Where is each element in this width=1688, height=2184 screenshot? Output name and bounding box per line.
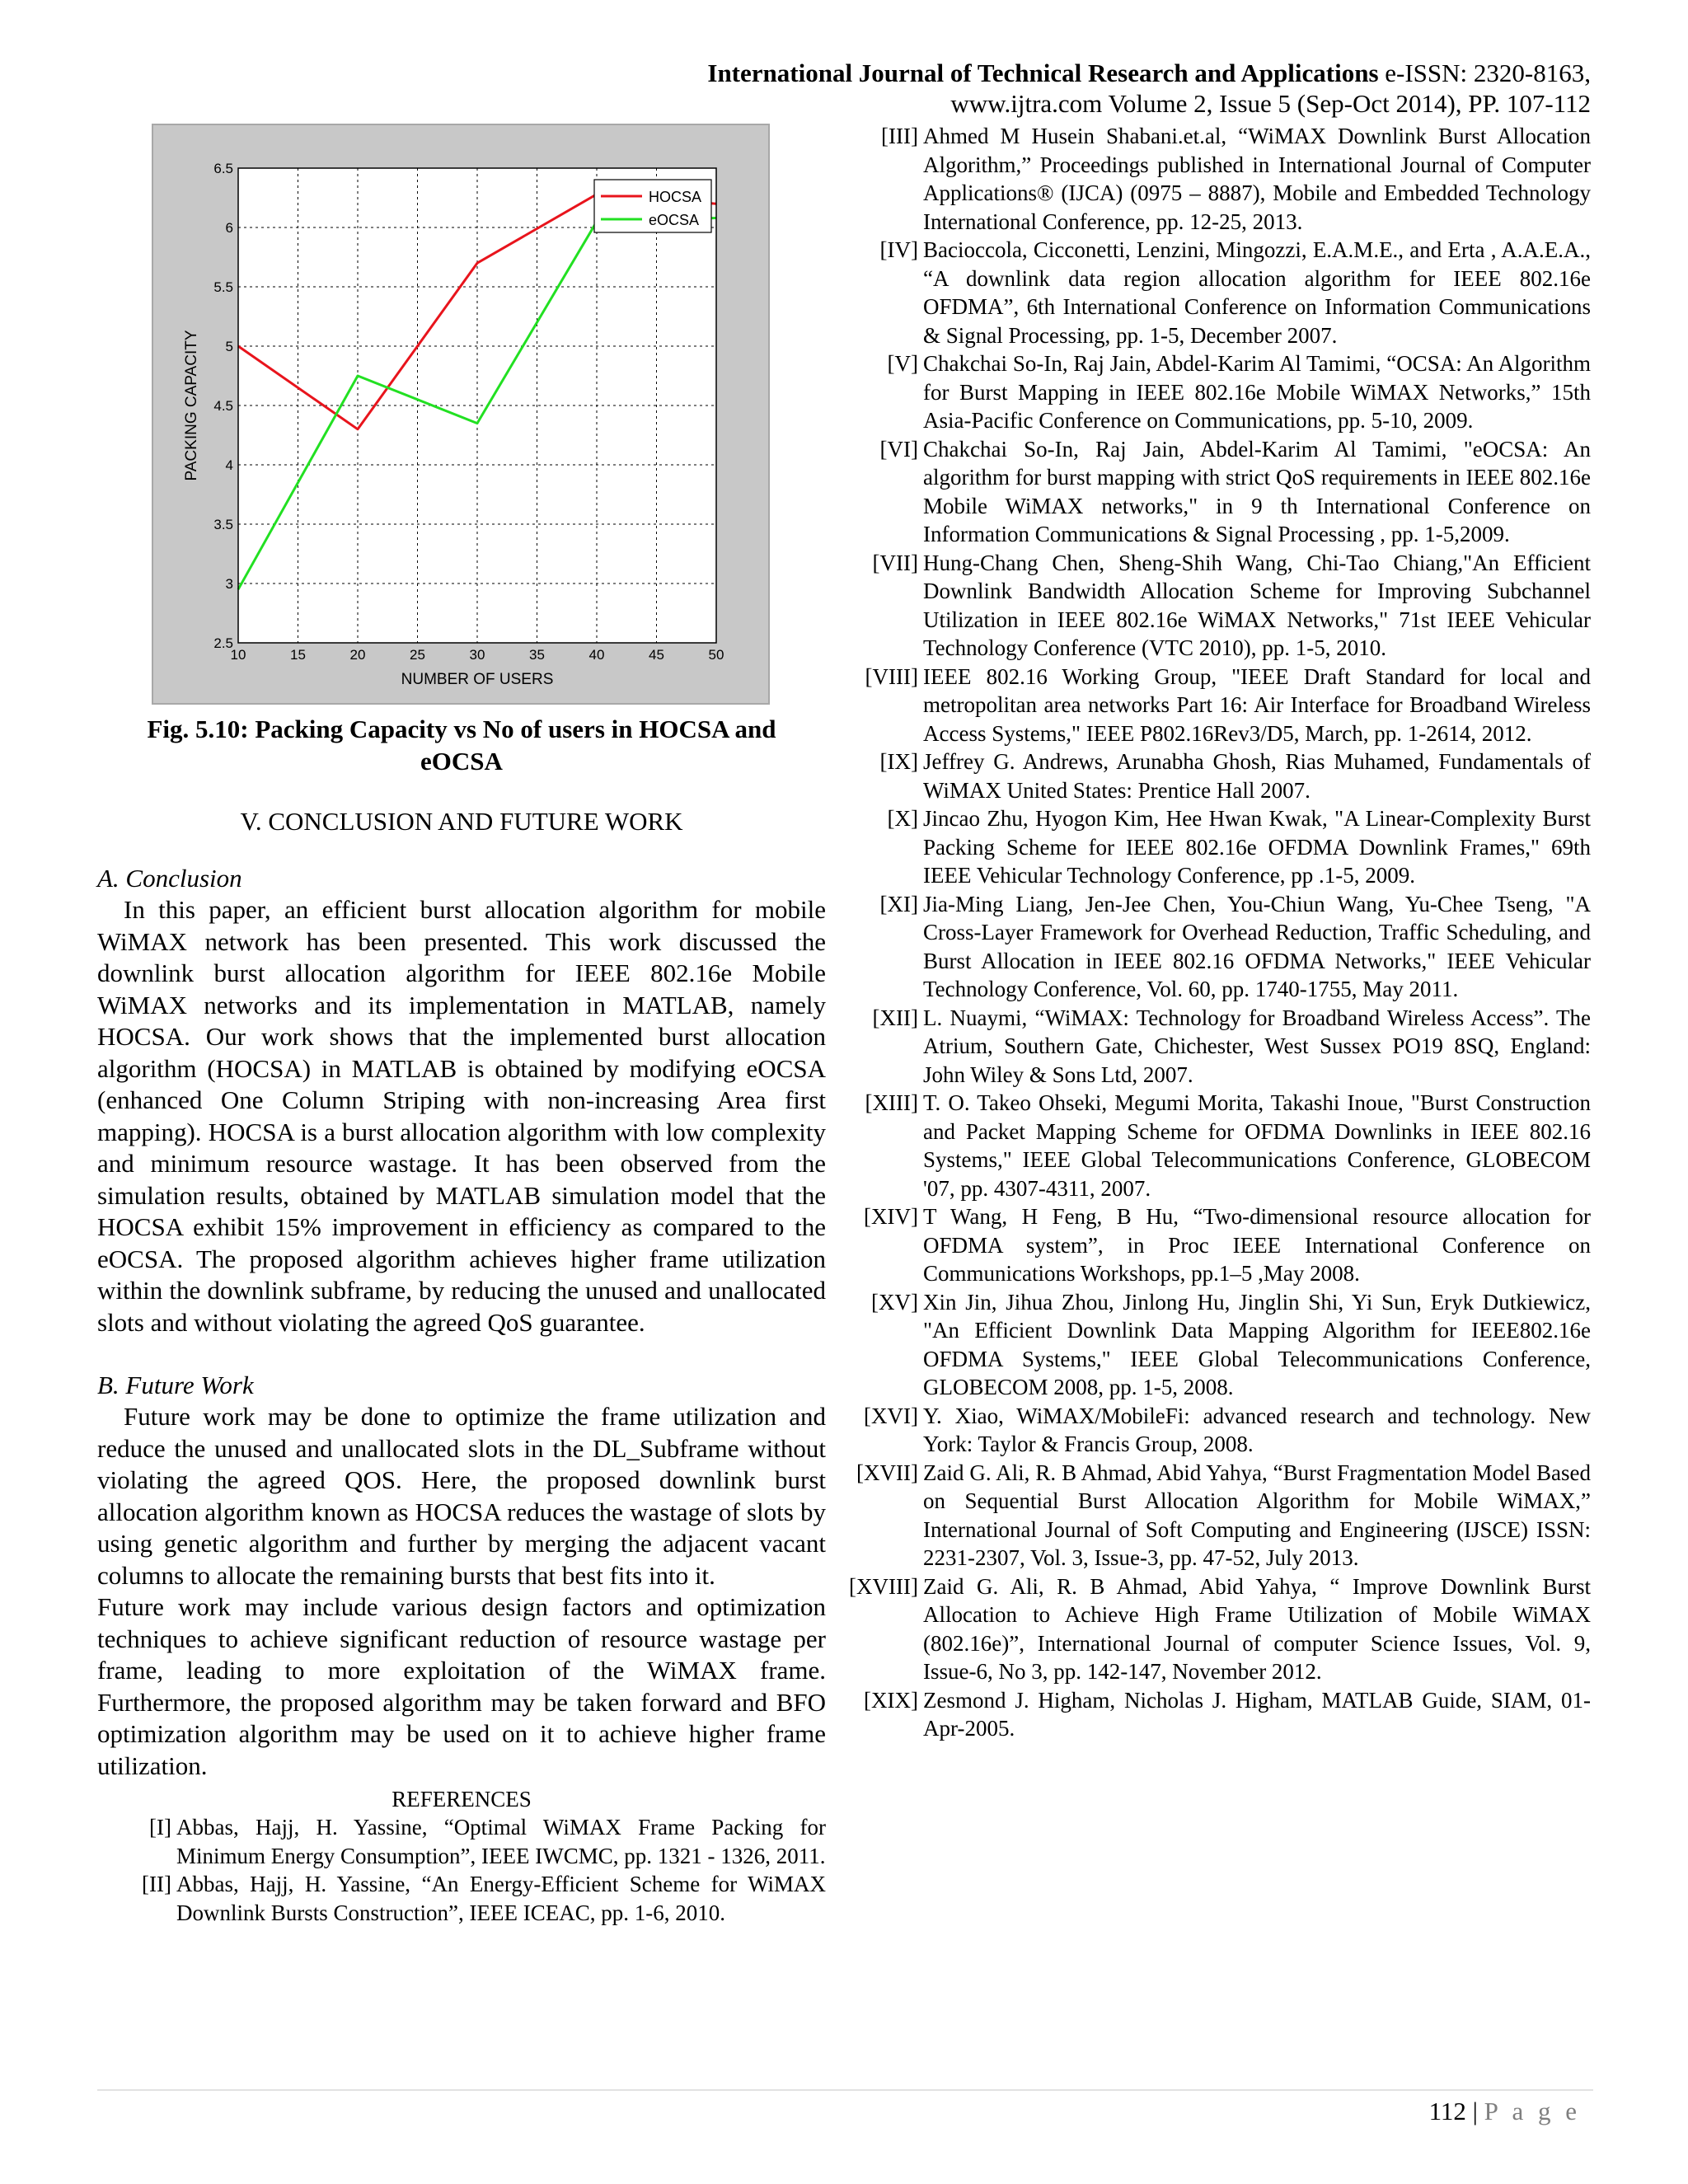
y-tick-label: 5 [225, 339, 233, 354]
reference-text: Zaid G. Ali, R. B Ahmad, Abid Yahya, “Burst Fragmentation Model Based on Sequential Burst Allocation Algorithm for Mobile WiMAX,” International Journal of Soft Computing and Engineering (IJSCE) ISSN: 2231-2307, Vol. 3, Issue-3, pp. 47-52, July 2013. [923, 1460, 1591, 1570]
reference-list-left [97, 1813, 826, 1927]
reference-number: [V] [887, 351, 918, 376]
header-line-2: www.ijtra.com Volume 2, Issue 5 (Sep-Oct 2014), PP. 107-112 [950, 89, 1591, 118]
x-tick-label: 20 [349, 647, 366, 663]
reference-item [832, 349, 1591, 435]
page-label: P a g e [1484, 2097, 1581, 2125]
reference-text: Chakchai So-In, Raj Jain, Abdel-Karim Al Tamimi, “OCSA: An Algorithm for Burst Mapping in IEEE 802.16e Mobile WiMAX Networks,” 15th Asia-Pacific Conference on Communications, pp. 5-10, 2009. [923, 351, 1591, 433]
future-work-paragraph-1: Future work may be done to optimize the frame utilization and reduce the unused and unallocated slots in the DL_Subframe without violating the agreed QOS. Here, the proposed downlink burst allocation algorithm known as HOCSA reduces the wastage of slots by using genetic algorithm and further by merging the adjacent vacant columns to allocate the remaining bursts that best fits into it. [97, 1402, 826, 1590]
figure-frame [152, 124, 770, 705]
left-column [97, 124, 826, 1927]
conclusion-paragraph: In this paper, an efficient burst allocation algorithm for mobile WiMAX network has been presented. This work discussed the downlink burst allocation algorithm for IEEE 802.16e Mobile WiMAX networks and its implementation in MATLAB, namely HOCSA. Our work shows that the implemented burst allocation algorithm (HOCSA) in MATLAB is obtained by modifying eOCSA (enhanced One Column Striping with non-increasing Area first mapping). HOCSA is a burst allocation algorithm with low complexity and minimum resource wastage. It has been observed from the simulation results, obtained by MATLAB simulation model that the HOCSA exhibit 15% improvement in efficiency as compared to the eOCSA. The proposed algorithm achieves higher frame utilization within the downlink subframe, by reducing the unused and unallocated slots and without violating the agreed QoS guarantee. [97, 895, 826, 1337]
reference-item [832, 1686, 1591, 1743]
reference-number: [XII] [872, 1005, 918, 1030]
reference-number: [VI] [879, 436, 918, 462]
future-work-paragraph-2: Future work may include various design factors and optimization techniques to achieve significant reduction of resource wastage per frame, leading to more exploitation of the WiMAX frame. Furthermore, the proposed algorithm may be taken forward and BFO optimization algorithm may be used on it to achieve higher frame utilization. [97, 1592, 826, 1780]
section-title: V. CONCLUSION AND FUTURE WORK [240, 807, 683, 836]
y-tick-label: 6.5 [213, 161, 233, 176]
reference-text: T Wang, H Feng, B Hu, “Two-dimensional resource allocation for OFDMA system”, in Proc IEEE International Conference on Communications Workshops, pp.1–5 ,May 2008. [923, 1204, 1591, 1286]
reference-item [832, 1004, 1591, 1090]
reference-text: Jincao Zhu, Hyogon Kim, Hee Hwan Kwak, "A Linear-Complexity Burst Packing Scheme for IEEE 802.16e OFDMA Downlink Frames," 69th IEEE Vehicular Technology Conference, pp .1-5, 2009. [923, 806, 1591, 888]
y-tick-label: 5.5 [213, 279, 233, 295]
x-tick-label: 35 [529, 647, 545, 663]
reference-item [832, 890, 1591, 1004]
x-tick-label: 25 [410, 647, 425, 663]
journal-header [437, 58, 1591, 119]
reference-text: Hung-Chang Chen, Sheng-Shih Wang, Chi-Tao Chiang,"An Efficient Downlink Bandwidth Allocation Scheme for Improving Subchannel Utilization in IEEE 802.16e WiMAX Networks," 71st IEEE Vehicular Technology Conference (VTC 2010), pp. 1-5, 2010. [923, 550, 1591, 660]
conclusion-heading: A. Conclusion [97, 864, 242, 893]
y-tick-label: 4 [225, 457, 233, 473]
reference-item [832, 549, 1591, 663]
reference-number: [XIX] [864, 1687, 918, 1713]
page-footer [1429, 2097, 1581, 2126]
reference-number: [X] [887, 806, 918, 831]
reference-text: Abbas, Hajj, H. Yassine, “Optimal WiMAX Frame Packing for Minimum Energy Consumption”, IEEE IWCMC, pp. 1321 - 1326, 2011. [176, 1815, 826, 1868]
reference-number: [VIII] [865, 663, 918, 689]
x-tick-label: 10 [230, 647, 246, 663]
reference-item [832, 1288, 1591, 1402]
legend-label: eOCSA [649, 212, 700, 228]
reference-number: [XV] [871, 1289, 918, 1315]
reference-item [832, 1202, 1591, 1288]
x-axis-label: NUMBER OF USERS [401, 671, 554, 688]
reference-text: Zesmond J. Higham, Nicholas J. Higham, MATLAB Guide, SIAM, 01-Apr-2005. [923, 1687, 1591, 1741]
x-tick-label: 40 [588, 647, 605, 663]
reference-item [832, 1402, 1591, 1459]
reference-number: [II] [142, 1872, 171, 1896]
future-work-heading: B. Future Work [97, 1371, 254, 1399]
y-tick-label: 2.5 [213, 635, 233, 651]
footer-divider [97, 2089, 1593, 2091]
y-tick-label: 3 [225, 576, 233, 592]
x-tick-label: 45 [649, 647, 664, 663]
journal-title: International Journal of Technical Research and Applications [707, 59, 1379, 87]
reference-item [114, 1870, 826, 1927]
reference-number: [XIII] [865, 1090, 918, 1115]
reference-text: L. Nuaymi, “WiMAX: Technology for Broadband Wireless Access”. The Atrium, Southern Gate, Chichester, West Sussex PO19 8SQ, England: John Wiley & Sons Ltd, 2007. [923, 1005, 1591, 1087]
chart-legend [594, 180, 711, 232]
x-tick-label: 15 [290, 647, 306, 663]
page-number: 112 [1428, 2097, 1466, 2125]
reference-item [832, 748, 1591, 804]
reference-number: [XI] [879, 891, 918, 916]
page-separator: | [1472, 2097, 1478, 2125]
reference-text: Chakchai So-In, Raj Jain, Abdel-Karim Al Tamimi, "eOCSA: An algorithm for burst mapping with strict QoS requirements in IEEE 802.16e Mobile WiMAX networks," in 9 th International Conference on Information Communications & Signal Processing , pp. 1-5,2009. [923, 436, 1591, 546]
reference-text: Ahmed M Husein Shabani.et.al, “WiMAX Downlink Burst Allocation Algorithm,” Proceedings published in International Journal of Computer Applications® (IJCA) (0975 – 8887), Mobile and Embedded Technology International Conference, pp. 12-25, 2013. [923, 124, 1591, 234]
figure-caption: Fig. 5.10: Packing Capacity vs No of users in HOCSA and eOCSA [147, 715, 776, 776]
reference-text: Zaid G. Ali, R. B Ahmad, Abid Yahya, “ Improve Downlink Burst Allocation to Achieve High Frame Utilization of Mobile WiMAX (802.16e)”, International Journal of computer Science Issues, Vol. 9, Issue-6, No 3, pp. 142-147, November 2012. [923, 1573, 1591, 1684]
reference-text: T. O. Takeo Ohseki, Megumi Morita, Takashi Inoue, "Burst Construction and Packet Mapping Scheme for OFDMA Downlinks in IEEE 802.16 Systems," IEEE Global Telecommunications Conference, GLOBECOM '07, pp. 4307-4311, 2007. [923, 1090, 1591, 1201]
reference-text: Y. Xiao, WiMAX/MobileFi: advanced research and technology. New York: Taylor & Francis Group, 2008. [923, 1403, 1591, 1456]
reference-item [832, 663, 1591, 748]
reference-text: Jeffrey G. Andrews, Arunabha Ghosh, Rias Muhamed, Fundamentals of WiMAX United States: Prentice Hall 2007. [923, 749, 1591, 803]
reference-item [832, 236, 1591, 349]
legend-label: HOCSA [649, 189, 702, 205]
reference-number: [III] [881, 124, 918, 148]
reference-item [832, 804, 1591, 890]
reference-text: Jia-Ming Liang, Jen-Jee Chen, You-Chiun Wang, Yu-Chee Tseng, "A Cross-Layer Framework for Overhead Reduction, Traffic Scheduling, and Burst Allocation in IEEE 802.16 OFDMA Networks," IEEE Vehicular Technology Conference, Vol. 60, pp. 1740-1755, May 2011. [923, 891, 1591, 1001]
reference-text: Bacioccola, Cicconetti, Lenzini, Mingozzi, E.A.M.E., and Erta , A.A.E.A., “A downlink data region allocation algorithm for IEEE 802.16e OFDMA”, 6th International Conference on Information Communications & Signal Processing, pp. 1-5, December 2007. [923, 237, 1591, 348]
x-tick-label: 30 [469, 647, 485, 663]
references-heading: REFERENCES [392, 1787, 532, 1811]
reference-number: [XVI] [864, 1403, 918, 1428]
y-tick-label: 6 [225, 220, 233, 236]
reference-number: [I] [149, 1815, 171, 1840]
header-line-1 [437, 58, 1591, 88]
reference-text: Abbas, Hajj, H. Yassine, “An Energy-Efficient Scheme for WiMAX Downlink Bursts Construction”, IEEE ICEAC, pp. 1-6, 2010. [176, 1872, 826, 1925]
reference-text: IEEE 802.16 Working Group, "IEEE Draft Standard for local and metropolitan area networks Part 16: Air Interface for Broadband Wireless Access Systems," IEEE P802.16Rev3/D5, March, pp. 1-2614, 2012. [923, 663, 1591, 746]
reference-item [832, 1459, 1591, 1572]
reference-number: [IV] [879, 237, 918, 262]
y-tick-label: 4.5 [213, 398, 233, 414]
issn: e-ISSN: 2320-8163, [1385, 59, 1591, 87]
reference-number: [VII] [872, 550, 918, 575]
chart [153, 125, 768, 703]
y-tick-label: 3.5 [213, 517, 233, 532]
right-column [832, 122, 1591, 1743]
reference-text: Xin Jin, Jihua Zhou, Jinlong Hu, Jinglin Shi, Yi Sun, Eryk Dutkiewicz, "An Efficient Downlink Data Mapping Algorithm for IEEE802.16e OFDMA Systems," IEEE Global Telecommunications Conference, GLOBECOM 2008, pp. 1-5, 2008. [923, 1289, 1591, 1399]
reference-item [832, 435, 1591, 549]
reference-number: [IX] [879, 749, 918, 774]
reference-item [114, 1813, 826, 1870]
x-tick-label: 50 [708, 647, 724, 663]
reference-item [832, 1089, 1591, 1202]
reference-list-right [832, 122, 1591, 1743]
reference-item [832, 122, 1591, 236]
y-axis-label: PACKING CAPACITY [183, 330, 200, 481]
reference-item [832, 1572, 1591, 1686]
reference-number: [XVII] [856, 1460, 918, 1485]
reference-number: [XVIII] [849, 1573, 918, 1599]
reference-number: [XIV] [864, 1204, 918, 1229]
